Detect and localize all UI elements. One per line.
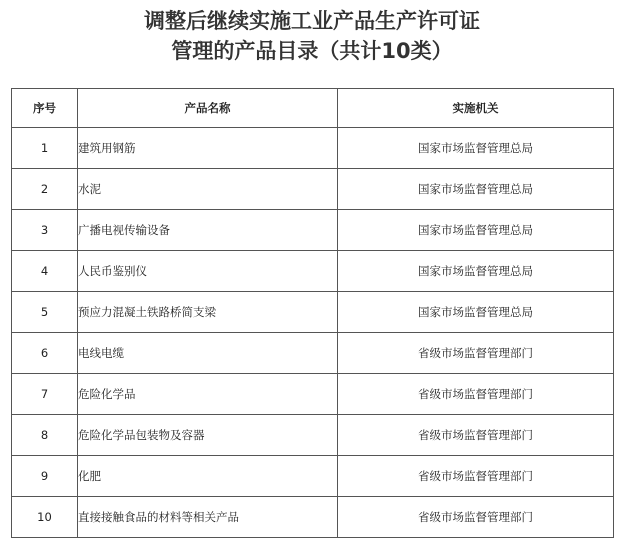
row-index: 10	[12, 497, 78, 538]
table-row	[12, 415, 614, 456]
row-authority: 省级市场监督管理部门	[338, 456, 614, 497]
row-index: 9	[12, 456, 78, 497]
row-product-name: 人民币鉴别仪	[78, 251, 338, 292]
row-authority: 国家市场监督管理总局	[338, 292, 614, 333]
row-product-name: 广播电视传输设备	[78, 210, 338, 251]
table-row	[12, 210, 614, 251]
table-header-row	[12, 89, 614, 128]
row-product-name: 电线电缆	[78, 333, 338, 374]
row-product-name: 直接接触食品的材料等相关产品	[78, 497, 338, 538]
row-authority: 国家市场监督管理总局	[338, 210, 614, 251]
title-line-2: 管理的产品目录（共计10类）	[171, 39, 453, 63]
row-authority: 国家市场监督管理总局	[338, 251, 614, 292]
row-authority: 国家市场监督管理总局	[338, 128, 614, 169]
row-authority: 国家市场监督管理总局	[338, 169, 614, 210]
document-title	[0, 6, 624, 66]
row-authority: 省级市场监督管理部门	[338, 497, 614, 538]
row-product-name: 危险化学品包装物及容器	[78, 415, 338, 456]
row-product-name: 预应力混凝土铁路桥简支梁	[78, 292, 338, 333]
table-row	[12, 169, 614, 210]
row-authority: 省级市场监督管理部门	[338, 415, 614, 456]
row-index: 3	[12, 210, 78, 251]
table-row	[12, 251, 614, 292]
row-index: 4	[12, 251, 78, 292]
table-row	[12, 333, 614, 374]
row-product-name: 危险化学品	[78, 374, 338, 415]
title-line-1: 调整后继续实施工业产品生产许可证	[144, 9, 480, 33]
table-row	[12, 292, 614, 333]
row-product-name: 化肥	[78, 456, 338, 497]
row-index: 6	[12, 333, 78, 374]
row-index: 1	[12, 128, 78, 169]
row-product-name: 水泥	[78, 169, 338, 210]
row-index: 2	[12, 169, 78, 210]
row-authority: 省级市场监督管理部门	[338, 333, 614, 374]
table-row	[12, 374, 614, 415]
header-product-name: 产品名称	[78, 89, 338, 128]
row-index: 8	[12, 415, 78, 456]
header-authority: 实施机关	[338, 89, 614, 128]
row-index: 7	[12, 374, 78, 415]
table-row	[12, 497, 614, 538]
table-row	[12, 456, 614, 497]
header-index: 序号	[12, 89, 78, 128]
row-index: 5	[12, 292, 78, 333]
product-catalog-table	[11, 88, 614, 538]
table-row	[12, 128, 614, 169]
row-product-name: 建筑用钢筋	[78, 128, 338, 169]
row-authority: 省级市场监督管理部门	[338, 374, 614, 415]
